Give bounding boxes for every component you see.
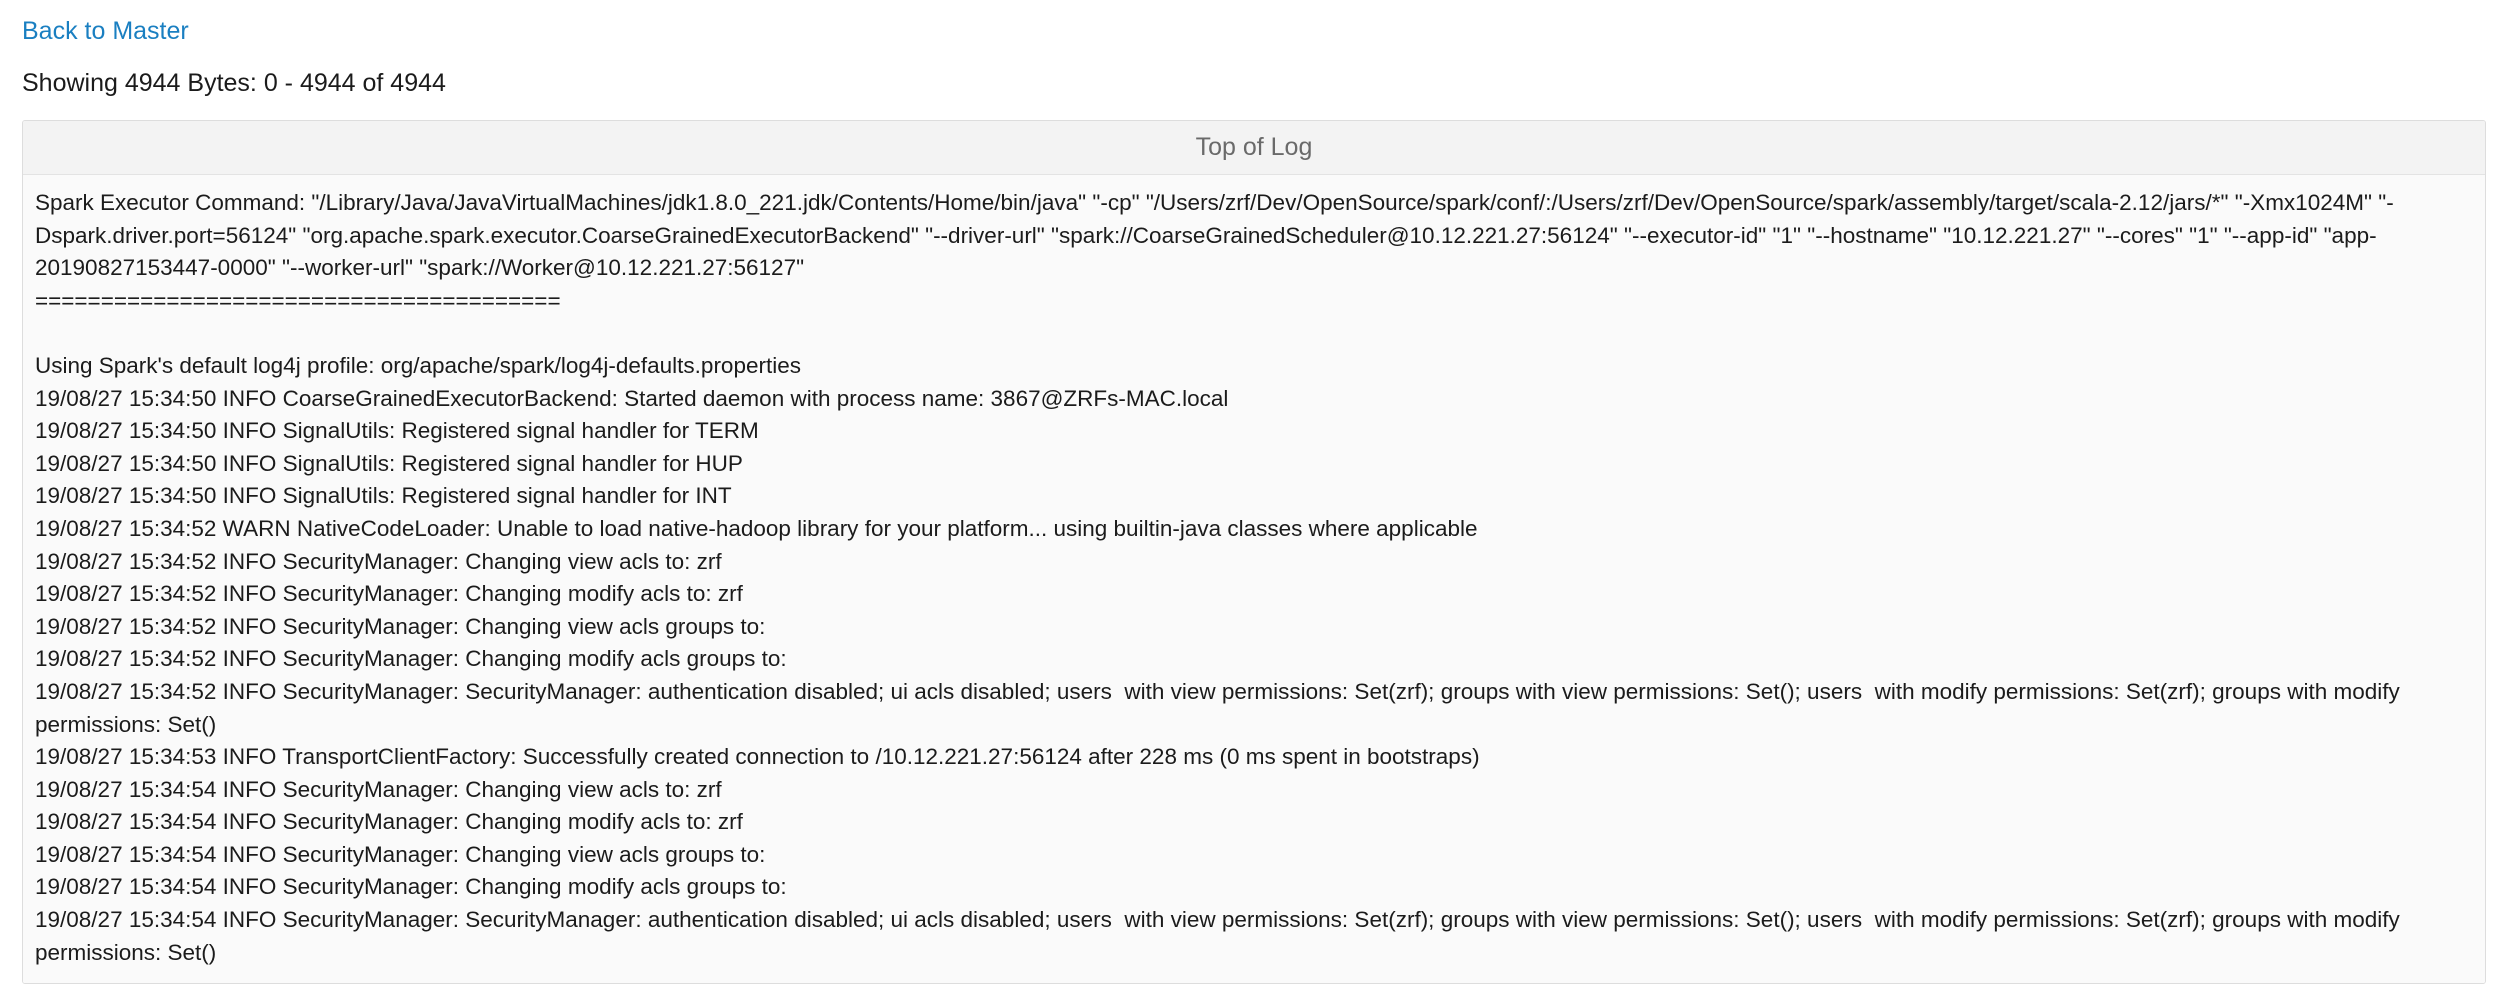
log-line: 19/08/27 15:34:50 INFO SignalUtils: Registered signal handler for INT — [35, 483, 732, 509]
log-line: 19/08/27 15:34:54 INFO SecurityManager: Changing view acls groups to: — [35, 841, 766, 867]
log-line: Using Spark's default log4j profile: org/apache/spark/log4j-defaults.properties — [35, 352, 801, 378]
log-line: 19/08/27 15:34:50 INFO SignalUtils: Registered signal handler for HUP — [35, 450, 743, 476]
log-line: 19/08/27 15:34:53 INFO TransportClientFactory: Successfully created connection to /10.12.221.27:56124 after 228 ms (0 ms spent in bootstraps) — [35, 744, 1480, 770]
log-panel-header: Top of Log — [23, 121, 2485, 175]
log-line: 19/08/27 15:34:50 INFO SignalUtils: Registered signal handler for TERM — [35, 418, 759, 444]
showing-bytes-status: Showing 4944 Bytes: 0 - 4944 of 4944 — [22, 69, 446, 97]
log-line — [33, 317, 2475, 350]
back-to-master-link[interactable]: Back to Master — [22, 17, 189, 45]
log-line: 19/08/27 15:34:52 INFO SecurityManager: Changing modify acls groups to: — [35, 646, 787, 672]
log-line: 19/08/27 15:34:50 INFO CoarseGrainedExecutorBackend: Started daemon with process name: 3867@ZRFs-MAC.local — [35, 385, 1229, 411]
log-line: 19/08/27 15:34:52 INFO SecurityManager: SecurityManager: authentication disabled; ui acls disabled; users with view permissions: Set(zrf); groups with view permissions: Set(); users with modify permissions: Set(zrf); groups with modify permissions: Set() — [35, 678, 2407, 737]
log-line: 19/08/27 15:34:52 INFO SecurityManager: Changing view acls to: zrf — [35, 548, 722, 574]
log-line: 19/08/27 15:34:52 WARN NativeCodeLoader: Unable to load native-hadoop library for your platform... using builtin-java classes where applicable — [35, 515, 1478, 541]
log-line: 19/08/27 15:34:54 INFO SecurityManager: Changing modify acls groups to: — [35, 874, 787, 900]
log-line: 19/08/27 15:34:52 INFO SecurityManager: Changing modify acls to: zrf — [35, 581, 743, 607]
log-line: 19/08/27 15:34:54 INFO SecurityManager: Changing modify acls to: zrf — [35, 809, 743, 835]
log-content[interactable] — [23, 175, 2485, 983]
log-line: 19/08/27 15:34:54 INFO SecurityManager: Changing view acls to: zrf — [35, 776, 722, 802]
log-line: 19/08/27 15:34:54 INFO SecurityManager: SecurityManager: authentication disabled; ui acls disabled; users with view permissions: Set(zrf); groups with view permissions: Set(); users with modify permissions: Set(zrf); groups with modify permissions: Set() — [35, 907, 2407, 965]
log-line: 19/08/27 15:34:52 INFO SecurityManager: Changing view acls groups to: — [35, 613, 766, 639]
log-line: Spark Executor Command: "/Library/Java/JavaVirtualMachines/jdk1.8.0_221.jdk/Contents/Home/bin/java" "-cp" "/Users/zrf/Dev/OpenSource/spark/conf/:/Users/zrf/Dev/OpenSource/spark/assembly/target/scala-2.12/jars/*" "-Xmx1024M" "-Dspark.driver.port=56124" "org.apache.spark.executor.CoarseGrainedExecutorBackend" "--driver-url" "spark://CoarseGrainedScheduler@10.12.221.27:56124" "--executor-id" "1" "--hostname" "10.12.221.27" "--cores" "1" "--app-id" "app-20190827153447-0000" "--worker-url" "spark://Worker@10.12.221.27:56127" — [35, 190, 2394, 281]
log-panel — [22, 120, 2486, 984]
log-line: ======================================== — [35, 287, 561, 313]
